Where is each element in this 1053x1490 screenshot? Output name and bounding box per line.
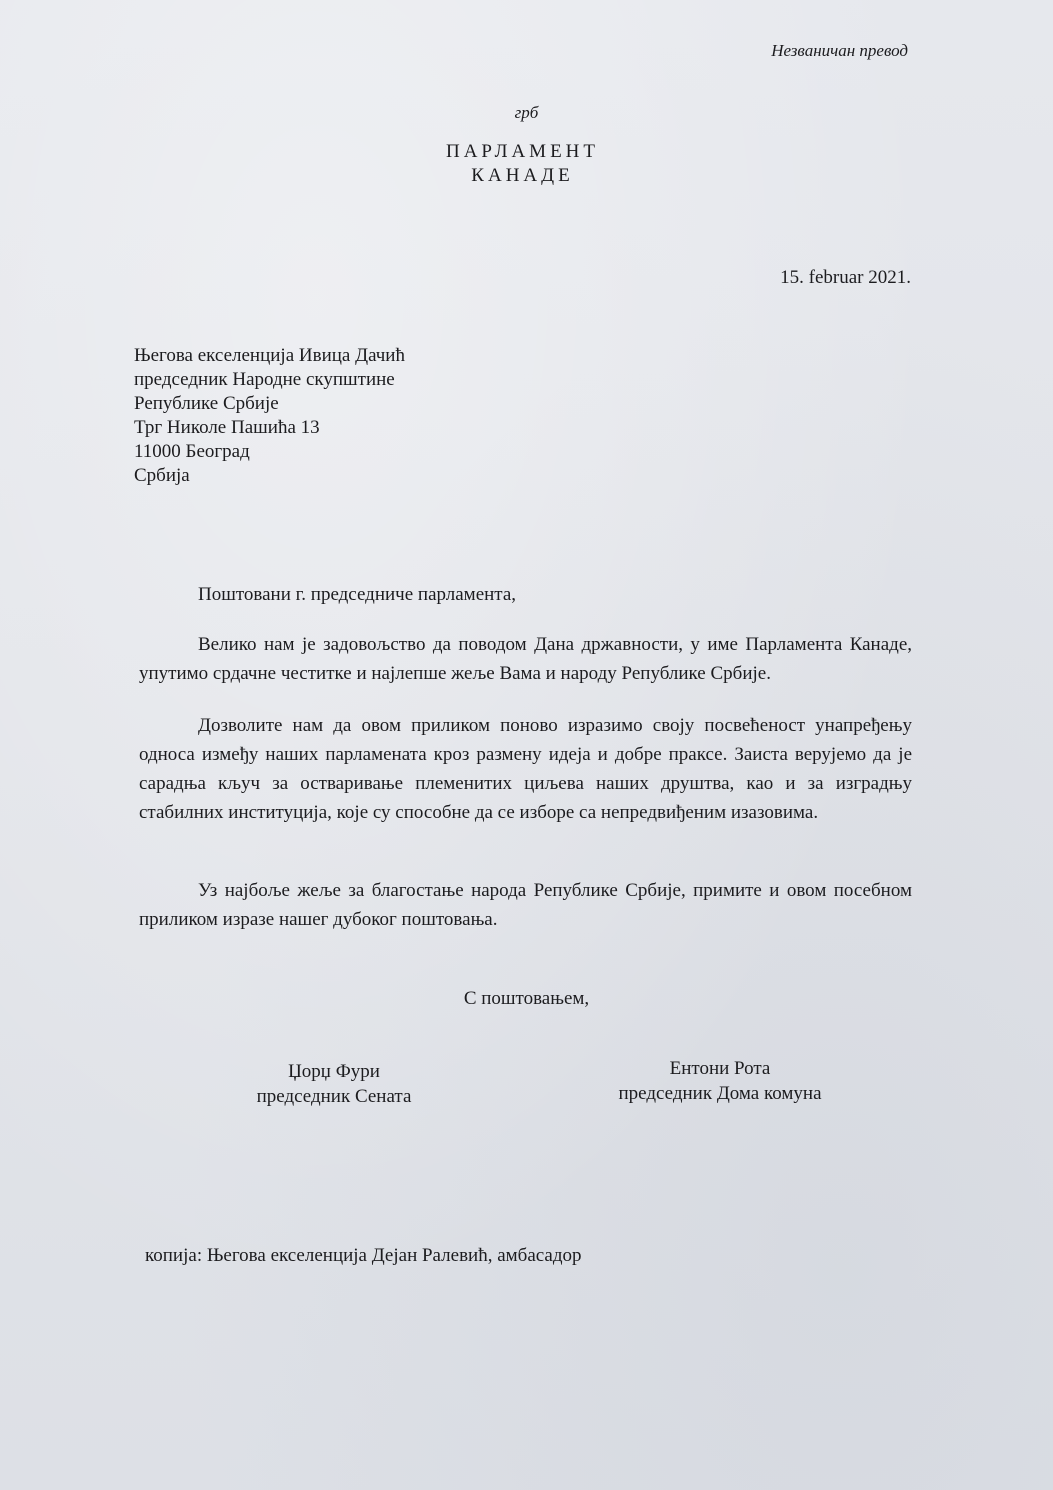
- letterhead: [0, 140, 1045, 188]
- address-line: 11000 Београд: [134, 441, 250, 462]
- coat-of-arms-label: грб: [514, 103, 539, 122]
- letter-date: 15. februar 2021.: [780, 267, 911, 288]
- body-paragraph: Дозволите нам да овом приликом поново изразимо своју посвећеност унапређењу односа између наших парламената кроз размену идеја и добре праксе. Заиста верујемо да је сарадња кључ за остваривање племенитих циљева наших друштва, као и за изградњу стабилних институција, које су способне да се изборе са непредвиђеним изазовима.: [139, 715, 912, 823]
- letterhead-line-1: ПАРЛАМЕНТ: [445, 141, 599, 162]
- signatory-title: председник Сената: [256, 1086, 412, 1107]
- unofficial-translation-note: Незваничан превод: [771, 41, 908, 60]
- address-line: председник Народне скупштине: [134, 369, 395, 390]
- signatory-name: Ентони Рота: [669, 1058, 771, 1079]
- signatory-title: председник Дома комуна: [618, 1083, 822, 1104]
- address-line: Трг Николе Пашића 13: [134, 417, 320, 438]
- signature-block-commons: [600, 1056, 840, 1106]
- address-line: Србија: [134, 465, 190, 486]
- address-line: Републике Србије: [134, 393, 279, 414]
- signatory-name: Џорџ Фури: [288, 1061, 380, 1082]
- salutation: Поштовани г. председниче парламента,: [198, 584, 517, 605]
- address-line: Његова екселенција Ивица Дачић: [134, 345, 405, 366]
- signature-block-senate: [215, 1059, 453, 1109]
- body-paragraph: Велико нам је задовољство да поводом Дана државности, у име Парламента Канаде, упутимо срдачне честитке и најлепше жеље Вама и народу Републике Србије.: [139, 634, 912, 684]
- recipient-address: [134, 344, 405, 488]
- closing: С поштовањем,: [463, 988, 590, 1009]
- copy-line: копија: Његова екселенција Дејан Ралевић, амбасадор: [145, 1245, 582, 1266]
- letterhead-line-2: КАНАДЕ: [471, 165, 574, 186]
- body-paragraph: Уз најбоље жеље за благостање народа Републике Србије, примите и овом посебном приликом изразе нашег дубоког поштовања.: [139, 880, 912, 930]
